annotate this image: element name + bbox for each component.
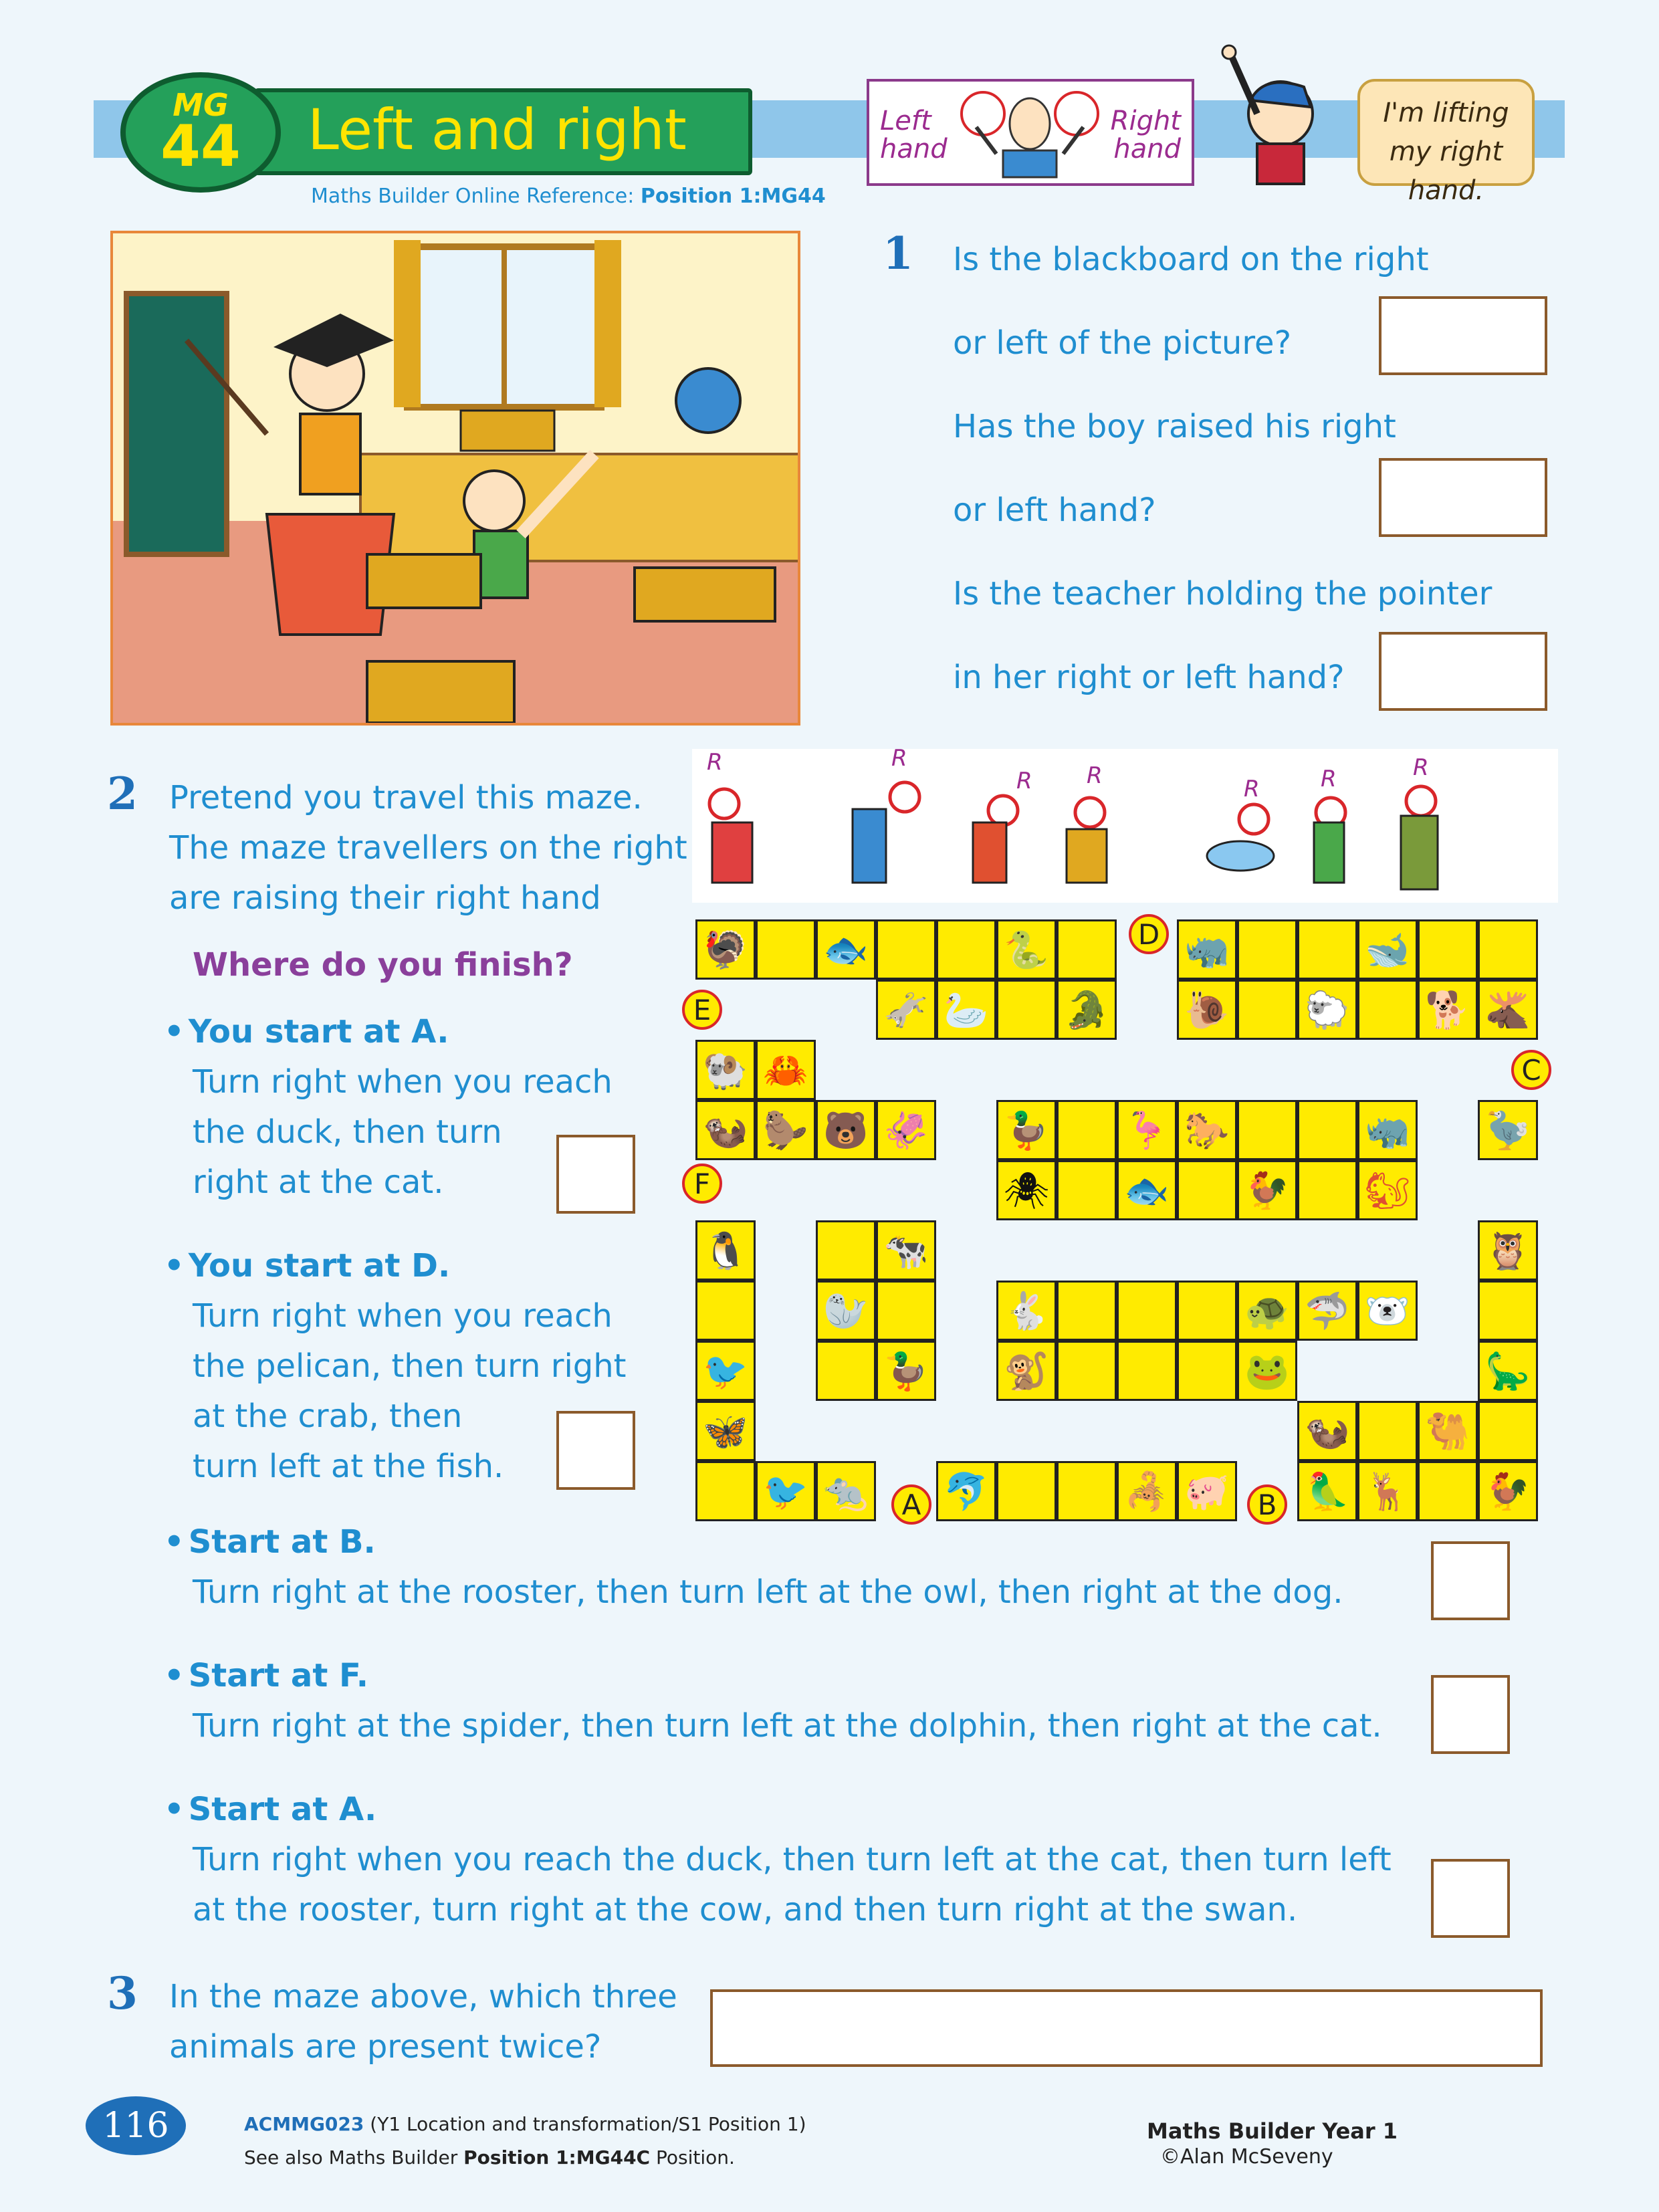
- maze-cell-animal: [936, 980, 996, 1040]
- maze-cell-animal: [1478, 980, 1538, 1040]
- q2-item-line: turn left at the fish.: [193, 1448, 504, 1485]
- animal-icon: 🦭: [823, 1290, 869, 1332]
- maze-cell-animal: [996, 1341, 1057, 1401]
- animal-icon: 🐏: [703, 1049, 748, 1091]
- maze-cell-animal: [1177, 980, 1237, 1040]
- bullet: •: [164, 1523, 185, 1561]
- maze-label-b: B: [1247, 1484, 1287, 1525]
- maze-cell-animal: [695, 1401, 756, 1461]
- q1-answer-box-3[interactable]: [1379, 632, 1547, 711]
- maze-cell-animal: [695, 919, 756, 980]
- q2-item-heading: Start at F.: [188, 1657, 368, 1694]
- bullet: •: [164, 1247, 185, 1285]
- traveller-marker: R: [707, 749, 723, 776]
- code-description: (Y1 Location and transformation/S1 Position 1): [364, 2113, 806, 2135]
- classroom-picture: [110, 231, 800, 726]
- maze-cell: [1057, 1160, 1117, 1220]
- maze-cell-animal: [695, 1100, 756, 1160]
- maze-cell: [1237, 1100, 1297, 1160]
- animal-icon: 🐊: [1064, 989, 1109, 1031]
- animal-icon: 🦦: [1305, 1410, 1350, 1452]
- maze-cell-animal: [756, 1040, 816, 1100]
- maze-cell: [1057, 919, 1117, 980]
- classroom-illustration: [113, 233, 798, 723]
- maze-cell: [1057, 1100, 1117, 1160]
- maze-cell: [1478, 1281, 1538, 1341]
- q2-item-4-heading: [164, 1657, 368, 1694]
- maze-cell-animal: [1237, 1341, 1297, 1401]
- q2-answer-box-5[interactable]: [1431, 1859, 1510, 1938]
- maze-cell: [1237, 980, 1297, 1040]
- animal-icon: 🐍: [1004, 929, 1049, 971]
- animal-icon: 🦤: [1485, 1109, 1531, 1151]
- animal-icon: 🫎: [1485, 989, 1531, 1031]
- maze-cell-animal: [1297, 980, 1357, 1040]
- maze-cell-animal: [1357, 1461, 1418, 1521]
- q3-line: In the maze above, which three: [169, 1978, 677, 2015]
- q2-item-line: Turn right at the rooster, then turn left at the owl, then right at the dog.: [193, 1573, 1343, 1611]
- maze-label-c: C: [1511, 1050, 1551, 1090]
- maze-cell: [876, 1281, 936, 1341]
- maze-cell-animal: [996, 1160, 1057, 1220]
- animal-icon: 🫏: [883, 989, 929, 1031]
- maze-cell: [1297, 1160, 1357, 1220]
- maze-cell: [1478, 919, 1538, 980]
- maze-cell-animal: [1357, 919, 1418, 980]
- q1-answer-box-1[interactable]: [1379, 296, 1547, 375]
- pointing-boy-icon: [1210, 40, 1351, 194]
- book-title: Maths Builder Year 1: [1147, 2118, 1398, 2144]
- maze-cell-animal: [816, 1461, 876, 1521]
- q2-item-line: at the rooster, turn right at the cow, and then turn right at the swan.: [193, 1891, 1298, 1928]
- q2-intro-line: Pretend you travel this maze.: [169, 779, 643, 816]
- maze-cell-animal: [1237, 1160, 1297, 1220]
- animal-icon: 🐦: [703, 1350, 748, 1392]
- animal-icon: 🦢: [944, 989, 989, 1031]
- animal-icon: 🐓: [1244, 1170, 1290, 1212]
- maze-cell-animal: [1057, 980, 1117, 1040]
- animal-icon: 🐻: [823, 1109, 869, 1151]
- q2-item-line: Turn right when you reach the duck, then turn left at the cat, then turn left: [193, 1841, 1392, 1878]
- maze-cell-animal: [1177, 1461, 1237, 1521]
- maze-cell: [816, 1341, 876, 1401]
- maze-cell: [695, 1461, 756, 1521]
- maze-cell-animal: [1117, 1461, 1177, 1521]
- maze-cell-animal: [1357, 1160, 1418, 1220]
- maze-cell-animal: [876, 1341, 936, 1401]
- bullet: •: [164, 1013, 185, 1050]
- animal-icon: 🦜: [1305, 1470, 1350, 1513]
- bullet: •: [164, 1657, 185, 1694]
- reference-prefix: Maths Builder Online Reference:: [311, 185, 641, 208]
- q1-line: Is the teacher holding the pointer: [953, 575, 1492, 613]
- animal-icon: 🦉: [1485, 1230, 1531, 1272]
- animal-icon: 🐟: [823, 929, 869, 971]
- maze-cell: [996, 980, 1057, 1040]
- animal-maze: [695, 919, 1545, 1528]
- maze-cell: [756, 919, 816, 980]
- q2-answer-box-3[interactable]: [1431, 1541, 1510, 1620]
- maze-label-e: E: [682, 990, 722, 1030]
- maze-cell-animal: [1478, 1100, 1538, 1160]
- traveller-marker: R: [1016, 768, 1032, 794]
- q1-line: or left of the picture?: [953, 324, 1292, 362]
- maze-cell-animal: [695, 1040, 756, 1100]
- animal-icon: 🐓: [1485, 1470, 1531, 1513]
- animal-icon: 🦫: [763, 1109, 808, 1151]
- maze-cell-animal: [1357, 1281, 1418, 1341]
- question-2-number: 2: [107, 768, 138, 820]
- maze-cell-animal: [1357, 1100, 1418, 1160]
- maze-cell-animal: [816, 919, 876, 980]
- maze-cell-animal: [1177, 1100, 1237, 1160]
- copyright: ©Alan McSeveny: [1160, 2145, 1333, 2169]
- maze-cell-animal: [1117, 1100, 1177, 1160]
- animal-icon: 🦌: [1365, 1470, 1410, 1513]
- q2-item-1-heading: [164, 1013, 449, 1050]
- maze-cell: [1418, 919, 1478, 980]
- speech-bubble: I'm lifting my right hand.: [1357, 79, 1535, 186]
- animal-icon: 🐧: [703, 1230, 748, 1272]
- q1-line: or left hand?: [953, 491, 1156, 529]
- maze-cell-animal: [936, 1461, 996, 1521]
- q2-answer-box-2[interactable]: [556, 1411, 635, 1490]
- maze-cell: [695, 1281, 756, 1341]
- bullet: •: [164, 1791, 185, 1828]
- animal-icon: 🦩: [1124, 1109, 1170, 1151]
- maze-cell: [1418, 1461, 1478, 1521]
- q2-item-line: Turn right when you reach: [193, 1063, 613, 1101]
- animal-icon: 🐖: [1184, 1470, 1230, 1513]
- q1-line: Has the boy raised his right: [953, 408, 1396, 445]
- animal-icon: 🦈: [1305, 1290, 1350, 1332]
- q3-answer-box[interactable]: [710, 1989, 1543, 2067]
- maze-cell-animal: [1478, 1341, 1538, 1401]
- animal-icon: 🐬: [944, 1470, 989, 1513]
- lesson-badge: [120, 72, 281, 193]
- question-1-number: 1: [883, 227, 913, 280]
- maze-cell-animal: [1177, 919, 1237, 980]
- q2-item-5-heading: [164, 1791, 376, 1828]
- animal-icon: 🐦: [763, 1470, 808, 1513]
- see-also-value: Position 1:MG44C: [463, 2146, 651, 2169]
- animal-icon: 🐄: [883, 1230, 929, 1272]
- maze-cell-animal: [1237, 1281, 1297, 1341]
- maze-cell-animal: [756, 1100, 816, 1160]
- maze-cell: [816, 1220, 876, 1281]
- q2-item-heading: You start at A.: [188, 1013, 449, 1050]
- animal-icon: 🐿: [1364, 1170, 1411, 1212]
- q2-item-line: Turn right at the spider, then turn left at the dolphin, then right at the cat.: [193, 1707, 1382, 1745]
- maze-cell-animal: [876, 1220, 936, 1281]
- maze-cell: [936, 919, 996, 980]
- maze-cell: [1177, 1160, 1237, 1220]
- q2-item-3-heading: [164, 1523, 376, 1561]
- maze-cell: [1297, 1100, 1357, 1160]
- maze-cell-animal: [996, 919, 1057, 980]
- animal-icon: 🐌: [1184, 989, 1230, 1031]
- animal-icon: 🐫: [1425, 1410, 1470, 1452]
- traveller-marker: R: [1413, 754, 1429, 781]
- maze-label-f: F: [682, 1164, 722, 1204]
- animal-icon: 🐸: [1244, 1350, 1290, 1392]
- maze-cell-animal: [996, 1281, 1057, 1341]
- q3-line: animals are present twice?: [169, 2028, 602, 2066]
- q2-answer-box-4[interactable]: [1431, 1675, 1510, 1754]
- q2-item-heading: Start at B.: [188, 1523, 376, 1561]
- maze-cell: [1177, 1341, 1237, 1401]
- right-hand-label: Right hand: [1110, 106, 1181, 164]
- maze-cell-animal: [1418, 1401, 1478, 1461]
- hands-icon: [950, 87, 1110, 181]
- lesson-number: 44: [160, 113, 241, 180]
- maze-cell-animal: [695, 1220, 756, 1281]
- online-reference: [311, 185, 826, 208]
- maze-cell-animal: [876, 980, 936, 1040]
- maze-cell-animal: [996, 1100, 1057, 1160]
- maze-cell-animal: [816, 1100, 876, 1160]
- maze-cell: [1057, 1281, 1117, 1341]
- code: ACMMG023: [244, 2113, 364, 2135]
- see-also-prefix: See also Maths Builder: [244, 2146, 464, 2169]
- curriculum-code: [244, 2113, 806, 2135]
- maze-cell: [1478, 1401, 1538, 1461]
- maze-cell: [876, 919, 936, 980]
- maze-cell: [1357, 1401, 1418, 1461]
- q2-answer-box-1[interactable]: [556, 1135, 635, 1214]
- maze-cell-animal: [1297, 1401, 1357, 1461]
- traveller-marker: R: [1244, 776, 1260, 802]
- reference-value: Position 1:MG44: [640, 185, 826, 208]
- maze-cell: [1057, 1461, 1117, 1521]
- maze-label-a: A: [891, 1484, 931, 1525]
- maze-cell: [996, 1461, 1057, 1521]
- q2-item-2-heading: [164, 1247, 450, 1285]
- maze-cell-animal: [1297, 1461, 1357, 1521]
- animal-icon: 🐎: [1184, 1109, 1230, 1151]
- q2-intro-line: are raising their right hand: [169, 879, 601, 917]
- animal-icon: 🦆: [1004, 1109, 1049, 1151]
- q2-item-line: Turn right when you reach: [193, 1297, 613, 1335]
- question-3-number: 3: [107, 1967, 138, 2019]
- animal-icon: 🐒: [1004, 1350, 1049, 1392]
- q1-answer-box-2[interactable]: [1379, 458, 1547, 537]
- animal-icon: 🐇: [1004, 1290, 1049, 1332]
- page-title: Left and right: [308, 97, 687, 162]
- maze-cell: [1357, 980, 1418, 1040]
- q2-item-line: the duck, then turn: [193, 1113, 502, 1151]
- animal-icon: 🦦: [703, 1109, 748, 1151]
- see-also-suffix: Position.: [650, 2146, 735, 2169]
- animal-icon: 🐟: [1124, 1170, 1170, 1212]
- animal-icon: 🐻‍❄️: [1365, 1290, 1410, 1332]
- q2-item-heading: Start at A.: [188, 1791, 377, 1828]
- maze-cell: [1297, 919, 1357, 980]
- animal-icon: 🐋: [1365, 929, 1410, 971]
- animal-icon: 🐢: [1244, 1290, 1290, 1332]
- q2-item-line: right at the cat.: [193, 1164, 444, 1201]
- lesson-code: MG: [173, 87, 229, 123]
- page-number-badge: [86, 2096, 186, 2155]
- maze-cell-animal: [1478, 1220, 1538, 1281]
- q2-item-line: at the crab, then: [193, 1398, 463, 1435]
- q1-line: in her right or left hand?: [953, 659, 1345, 696]
- animal-icon: 🦃: [703, 929, 748, 971]
- q2-subheading: Where do you finish?: [193, 946, 573, 984]
- maze-cell: [1177, 1281, 1237, 1341]
- q2-item-heading: You start at D.: [188, 1247, 451, 1285]
- animal-icon: 🕷: [1003, 1170, 1050, 1212]
- animal-icon: 🦂: [1124, 1470, 1170, 1513]
- maze-cell: [1237, 919, 1297, 980]
- left-hand-label: Left hand: [880, 106, 948, 164]
- animal-icon: 🦕: [1485, 1350, 1531, 1392]
- maze-cell-animal: [1478, 1461, 1538, 1521]
- maze-cell-animal: [756, 1461, 816, 1521]
- animal-icon: 🐕: [1425, 989, 1470, 1031]
- animal-icon: 🦏: [1184, 929, 1230, 971]
- q2-intro-line: The maze travellers on the right: [169, 829, 687, 867]
- animal-icon: 🐀: [823, 1470, 869, 1513]
- animal-icon: 🦀: [763, 1049, 808, 1091]
- maze-cell: [1117, 1281, 1177, 1341]
- q2-item-line: the pelican, then turn right: [193, 1347, 627, 1385]
- animal-icon: 🦋: [703, 1410, 748, 1452]
- animal-icon: 🦏: [1365, 1109, 1410, 1151]
- maze-cell-animal: [1117, 1160, 1177, 1220]
- maze-cell-animal: [816, 1281, 876, 1341]
- q1-line: Is the blackboard on the right: [953, 241, 1429, 278]
- page-number: 116: [102, 2106, 169, 2146]
- animal-icon: 🦑: [883, 1109, 929, 1151]
- traveller-marker: R: [1087, 762, 1103, 789]
- maze-cell: [1057, 1341, 1117, 1401]
- hands-illustration: [867, 79, 1194, 186]
- maze-cell-animal: [695, 1341, 756, 1401]
- traveller-marker: R: [891, 745, 907, 772]
- maze-cell-animal: [1297, 1281, 1357, 1341]
- animal-icon: 🦆: [883, 1350, 929, 1392]
- maze-cell-animal: [876, 1100, 936, 1160]
- maze-cell-animal: [1418, 980, 1478, 1040]
- maze-cell: [1117, 1341, 1177, 1401]
- see-also: [244, 2146, 735, 2169]
- traveller-marker: R: [1321, 766, 1337, 792]
- maze-label-d: D: [1129, 914, 1169, 954]
- animal-icon: 🐑: [1305, 989, 1350, 1031]
- maze-travellers-strip: [692, 745, 1558, 903]
